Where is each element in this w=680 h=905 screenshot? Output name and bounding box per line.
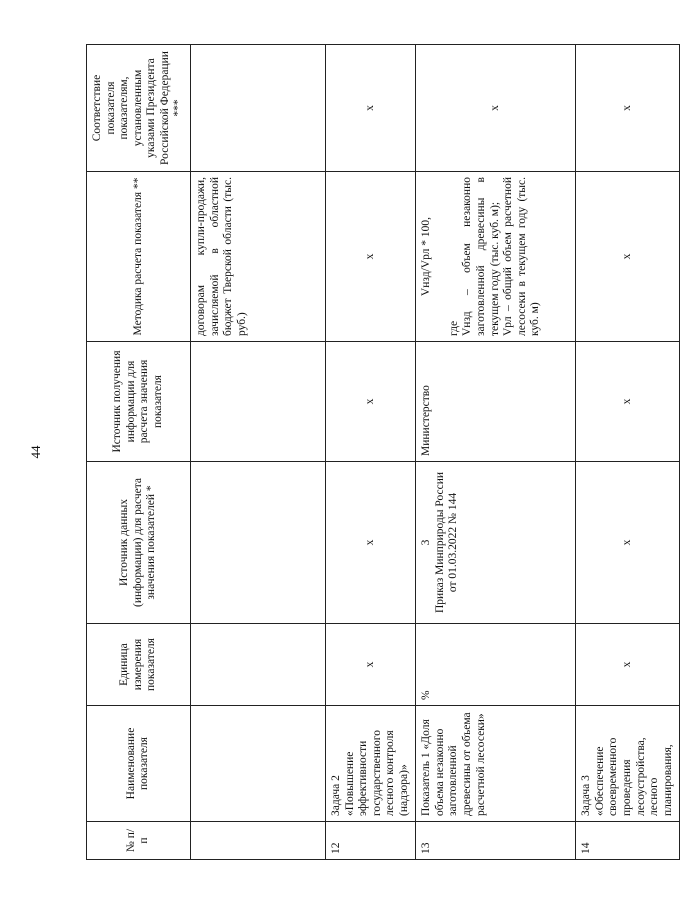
data-source-document: Приказ Минприроды России от 01.03.2022 № 144 (433, 471, 460, 614)
cell-name: Задача 2 «Повышение эффективности государственного лесного контроля (надзора)» (325, 706, 415, 822)
header-info-source: Источник получения информации для расчета значения показателя (87, 342, 191, 462)
method-formula: Vнзд/Vрл * 100, (420, 216, 433, 297)
method-definition-1: Vнзд – объем незаконно заготовленной древесины в текущем году (тыс. куб. м); (461, 177, 501, 336)
cell-correspondence (190, 45, 325, 172)
cell-num (190, 822, 325, 860)
cell-data-source: x (325, 462, 415, 624)
rotated-sheet (86, 45, 674, 860)
header-name: Наименование показателя (87, 706, 191, 822)
header-unit: Единица измерения показателя (87, 624, 191, 706)
cell-unit (190, 624, 325, 706)
cell-data-source: x (576, 462, 680, 624)
cell-method: договорам купли-продажи, зачисляемой в областной бюджет Тверской области (тыс. руб.) (190, 172, 325, 342)
table-row-13 (416, 45, 576, 860)
cell-data-source (190, 462, 325, 624)
header-num: № п/п (87, 822, 191, 860)
cell-name: Показатель 1 «Доля объема незаконно заготовленной древесины от объема расчетной лесосеки» (416, 706, 576, 822)
cell-info-source (190, 342, 325, 462)
cell-method: x (325, 172, 415, 342)
indicators-table (86, 44, 680, 860)
header-correspondence: Соответствие показателя показателям, установленным указами Президента Российской Федерации *** (87, 45, 191, 172)
cell-method (416, 172, 576, 342)
table-row-14 (576, 45, 680, 860)
cell-name: Задача 3 «Обеспечение своевременного проведения лесоустройства, лесного планирования, (576, 706, 680, 822)
cell-info-source: x (325, 342, 415, 462)
cell-method: x (576, 172, 680, 342)
table-row-continuation (190, 45, 325, 860)
cell-info-source: x (576, 342, 680, 462)
header-row (87, 45, 191, 860)
cell-correspondence: x (576, 45, 680, 172)
cell-data-source (416, 462, 576, 624)
method-definition-2: Vрл – общий объем расчетной лесосеки в текущем году (тыс. куб. м) (502, 177, 542, 336)
header-method: Методика расчета показателя ** (87, 172, 191, 342)
cell-unit: x (325, 624, 415, 706)
cell-info-source: Министерство (416, 342, 576, 462)
cell-num: 14 (576, 822, 680, 860)
cell-unit: x (576, 624, 680, 706)
cell-num: 13 (416, 822, 576, 860)
header-data-source: Источник данных (информации) для расчета значения показателей * (87, 462, 191, 624)
cell-correspondence: x (416, 45, 576, 172)
cell-num: 12 (325, 822, 415, 860)
cell-unit: % (416, 624, 576, 706)
page-number: 44 (28, 445, 43, 459)
method-where: где (447, 320, 460, 336)
cell-name (190, 706, 325, 822)
table-row-12 (325, 45, 415, 860)
data-source-number: 3 (420, 539, 433, 546)
cell-correspondence: x (325, 45, 415, 172)
